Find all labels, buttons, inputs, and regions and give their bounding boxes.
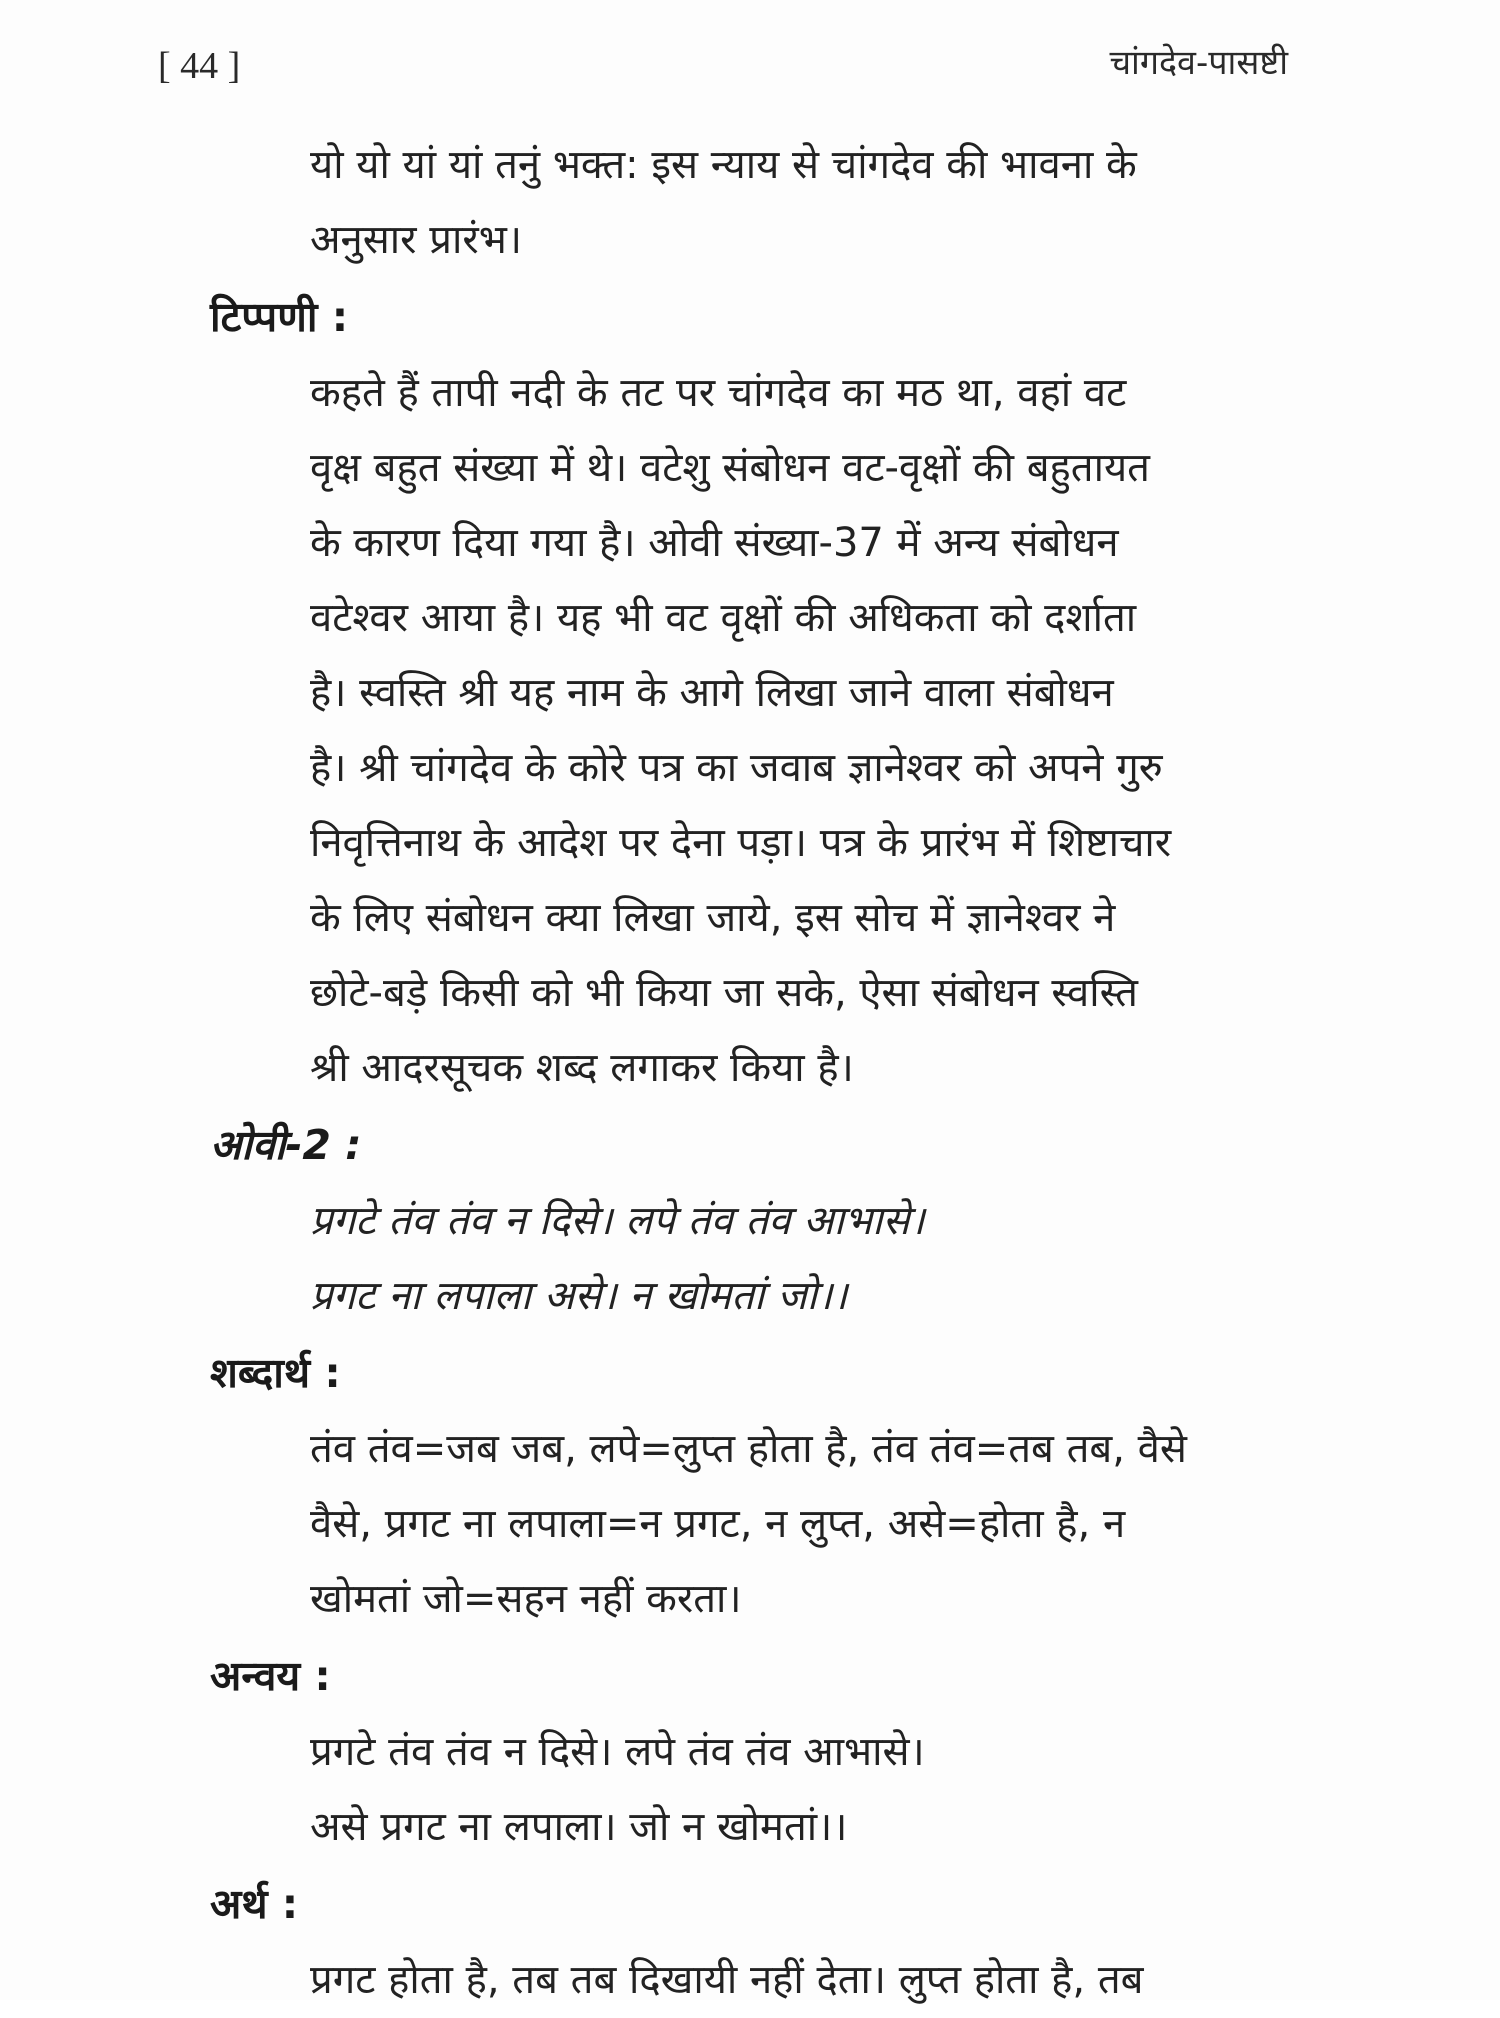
- text-line: कहते हैं तापी नदी के तट पर चांगदेव का मठ था, वहां वट: [310, 370, 1127, 416]
- text-line: के लिए संबोधन क्या लिखा जाये, इस सोच में ज्ञानेश्वर ने: [310, 895, 1116, 941]
- text-line: प्रगट होता है, तब तब दिखायी नहीं देता। लुप्त होता है, तब: [310, 1957, 1144, 2003]
- text-line: निवृत्तिनाथ के आदेश पर देना पड़ा। पत्र के प्रारंभ में शिष्टाचार: [310, 820, 1172, 866]
- verse-line: प्रगटे तंव तंव न दिसे। लपे तंव तंव आभासे।: [310, 1198, 925, 1244]
- text-line: अनुसार प्रारंभ।: [310, 217, 522, 263]
- text-line: तंव तंव=जब जब, लपे=लुप्त होता है, तंव तंव=तब तब, वैसे: [310, 1426, 1187, 1472]
- text-line: वैसे, प्रगट ना लपाला=न प्रगट, न लुप्त, असे=होता है, न: [310, 1501, 1126, 1547]
- shabdarth-paragraph: [220, 1412, 1290, 1637]
- page-content: [210, 128, 1290, 2018]
- section-heading-arth: अर्थ :: [210, 1880, 299, 1928]
- section-heading-anvay: अन्वय :: [210, 1652, 331, 1700]
- intro-paragraph: [220, 128, 1290, 278]
- text-line: है। श्री चांगदेव के कोरे पत्र का जवाब ज्ञानेश्वर को अपने गुरु: [310, 745, 1163, 791]
- anvay-verse: [220, 1715, 1290, 1865]
- text-line: वृक्ष बहुत संख्या में थे। वटेशु संबोधन वट-वृक्षों की बहुतायत: [310, 445, 1150, 491]
- text-line: है। स्वस्ति श्री यह नाम के आगे लिखा जाने वाला संबोधन: [310, 670, 1114, 716]
- verse-line: प्रगट ना लपाला असे। न खोमतां जो।।: [310, 1273, 848, 1319]
- verse-line: प्रगटे तंव तंव न दिसे। लपे तंव तंव आभासे।: [310, 1729, 925, 1775]
- tippani-paragraph: [220, 356, 1290, 1106]
- text-line: वटेश्वर आया है। यह भी वट वृक्षों की अधिकता को दर्शाता: [310, 595, 1137, 641]
- arth-paragraph: [220, 1943, 1290, 2018]
- section-heading-ovi: ओवी-2 :: [210, 1121, 362, 1169]
- text-line: खोमतां जो=सहन नहीं करता।: [310, 1576, 742, 1622]
- page-number: [ 44 ]: [158, 45, 241, 87]
- section-heading-shabdarth: शब्दार्थ :: [210, 1349, 341, 1397]
- text-line: के कारण दिया गया है। ओवी संख्या-37 में अन्य संबोधन: [310, 520, 1119, 566]
- text-line: श्री आदरसूचक शब्द लगाकर किया है।: [310, 1045, 854, 1091]
- ovi-verse: [220, 1184, 1290, 1334]
- running-head: चांगदेव-पासष्टी: [1109, 43, 1288, 83]
- text-line: छोटे-बड़े किसी को भी किया जा सके, ऐसा संबोधन स्वस्ति: [310, 970, 1138, 1016]
- verse-line: असे प्रगट ना लपाला। जो न खोमतां।।: [310, 1804, 848, 1850]
- page-header: [158, 38, 1288, 98]
- section-heading-tippani: टिप्पणी :: [210, 293, 349, 341]
- text-line: यो यो यां यां तनुं भक्त: इस न्याय से चांगदेव की भावना के: [310, 142, 1137, 188]
